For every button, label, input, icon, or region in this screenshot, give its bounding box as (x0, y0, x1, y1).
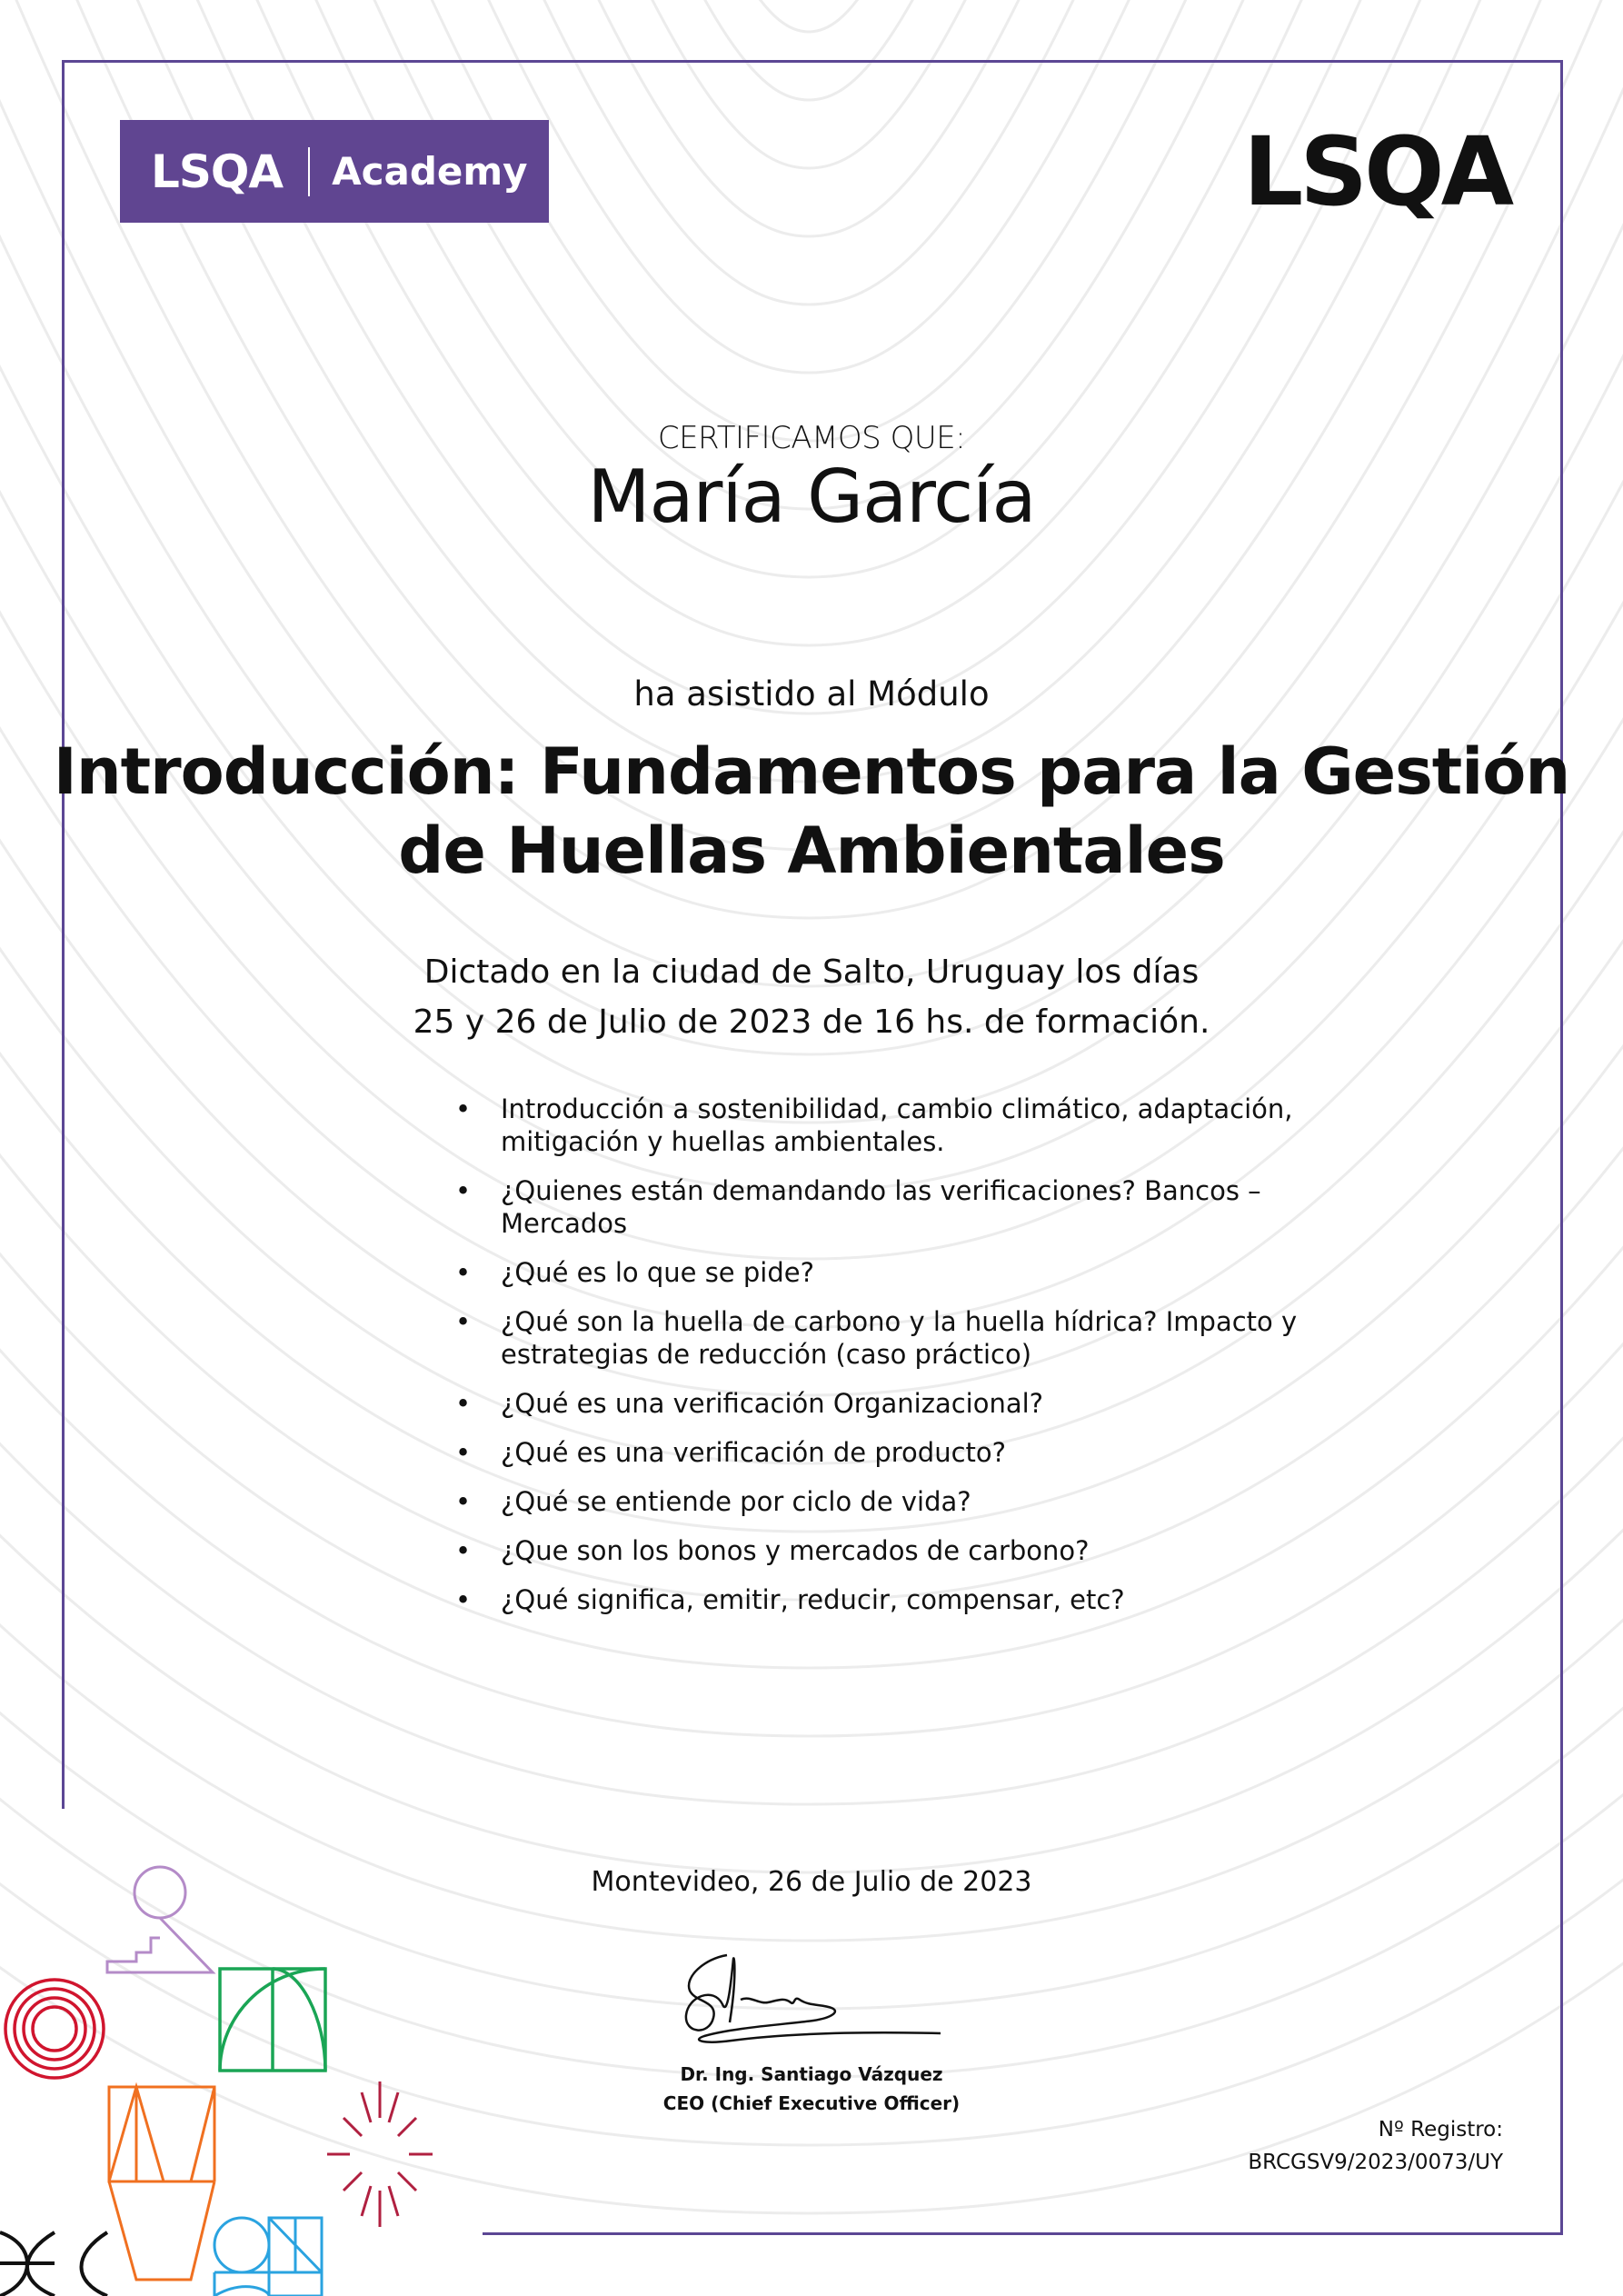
topic-item (455, 1485, 1319, 1518)
bullet-icon: • (455, 1388, 472, 1419)
signature (677, 1950, 945, 2050)
module-title (0, 733, 1623, 891)
frame-border-right (1560, 60, 1563, 2235)
red-burst-icon (327, 2081, 433, 2227)
frame-border-left (62, 60, 65, 1809)
black-arcs-icon (0, 2232, 107, 2296)
topic-text: ¿Qué es lo que se pide? (501, 1257, 814, 1288)
topic-text: ¿Qué significa, emitir, reducir, compensar, etc? (501, 1584, 1125, 1615)
place-date: Montevideo, 26 de Julio de 2023 (591, 1866, 1032, 1898)
details-line1: Dictado en la ciudad de Salto, Uruguay los días (423, 953, 1200, 991)
logo-divider (308, 147, 310, 196)
topic-item (455, 1093, 1319, 1158)
frame-border-top (62, 60, 1563, 63)
topic-item (455, 1534, 1319, 1567)
topic-item (455, 1387, 1319, 1420)
bullet-icon: • (455, 1175, 472, 1206)
topic-text: Introducción a sostenibilidad, cambio climático, adaptación, mitigación y huellas ambientales. (501, 1093, 1293, 1157)
registry-label: Nº Registro: (1378, 2118, 1503, 2141)
bullet-icon: • (455, 1306, 472, 1337)
course-details (0, 947, 1623, 1047)
purple-figure-icon (107, 1867, 213, 1972)
topic-text: ¿Qué es una verificación Organizacional? (501, 1388, 1044, 1419)
topic-item (455, 1583, 1319, 1616)
topic-text: ¿Quienes están demandando las verificaciones? Bancos – Mercados (501, 1175, 1261, 1239)
orange-geometric-icon (109, 2087, 214, 2280)
logo-lsqa-text: LSQA (151, 145, 284, 198)
red-concentric-circles-icon (5, 1980, 104, 2078)
module-title-line1: Introducción: Fundamentos para la Gestión (53, 734, 1570, 809)
wave-line (0, 0, 1623, 100)
attended-text: ha asistido al Módulo (633, 674, 990, 714)
green-geometric-icon (220, 1969, 325, 2071)
bullet-icon: • (455, 1584, 472, 1615)
signer-name: Dr. Ing. Santiago Vázquez (680, 2063, 943, 2085)
wave-line (0, 0, 1623, 714)
bullet-icon: • (455, 1257, 472, 1288)
bullet-icon: • (455, 1437, 472, 1468)
frame-border-bottom (483, 2232, 1563, 2235)
topic-item (455, 1174, 1319, 1240)
logo-academy-text: Academy (332, 149, 528, 194)
topic-text: ¿Qué es una verificación de producto? (501, 1437, 1007, 1468)
certify-heading: CERTIFICAMOS QUE: (657, 420, 966, 456)
recipient-name: María García (587, 454, 1036, 539)
topic-text: ¿Que son los bonos y mercados de carbono? (501, 1535, 1090, 1566)
module-title-line2: de Huellas Ambientales (398, 814, 1225, 888)
details-line2: 25 y 26 de Julio de 2023 de 16 hs. de formación. (413, 1003, 1210, 1041)
signer-role: CEO (Chief Executive Officer) (662, 2092, 961, 2114)
wave-line (0, 0, 1623, 32)
topic-item (455, 1436, 1319, 1469)
lsqa-brand-logo: LSQA (1243, 116, 1511, 227)
decorative-shapes (0, 1854, 454, 2296)
topic-item (455, 1256, 1319, 1289)
topic-text: ¿Qué se entiende por ciclo de vida? (501, 1486, 971, 1517)
topic-text: ¿Qué son la huella de carbono y la huella hídrica? Impacto y estrategias de reducción (caso práctico) (501, 1306, 1298, 1370)
topics-list (455, 1093, 1319, 1632)
blue-geometric-icon (214, 2218, 322, 2296)
topic-item (455, 1305, 1319, 1371)
lsqa-academy-logo (120, 120, 549, 223)
bullet-icon: • (455, 1486, 472, 1517)
bullet-icon: • (455, 1535, 472, 1566)
registry-number: BRCGSV9/2023/0073/UY (1248, 2151, 1503, 2174)
bullet-icon: • (455, 1093, 472, 1124)
